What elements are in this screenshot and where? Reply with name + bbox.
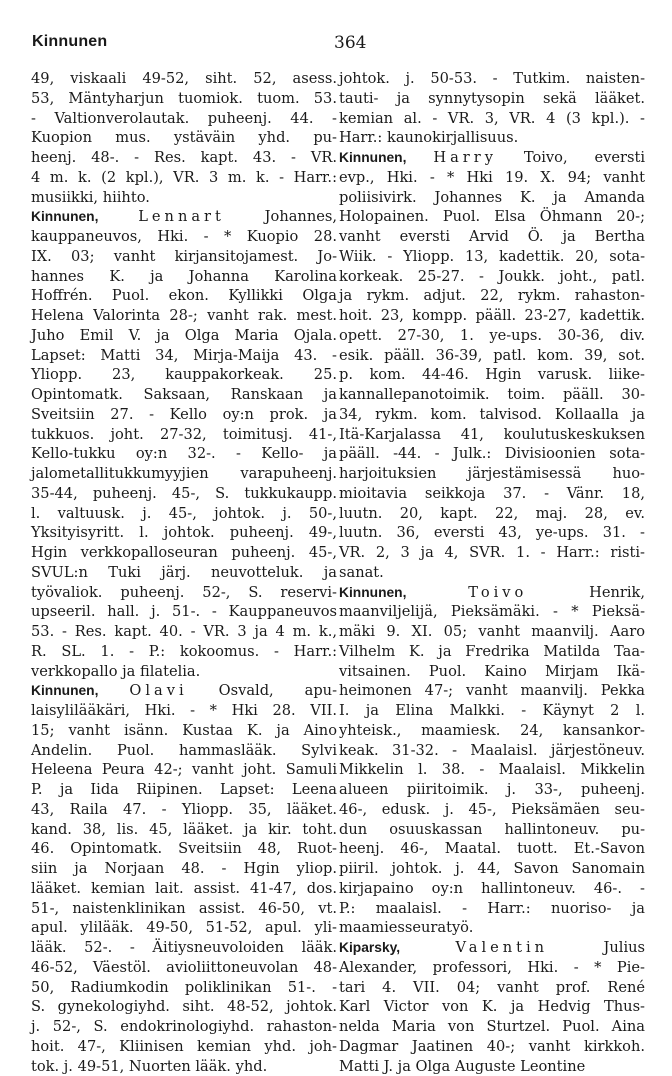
text-line: heenj. 48-. - Res. kapt. 43. - VR. — [31, 148, 337, 168]
text-line: tukkuos. joht. 27-32, toimitusj. 41-, — [31, 425, 337, 445]
entry-surname: Kiparsky, — [339, 940, 400, 955]
entry-given-name: Lennart — [138, 208, 225, 225]
right-column — [339, 69, 645, 1076]
text-line: alueen piiritoimik. j. 33-, puheenj. — [339, 780, 645, 800]
page-number: 364 — [334, 33, 366, 53]
text-line: Kinnunen, Lennart Johannes, — [31, 207, 337, 227]
text-line: luutn. 20, kapt. 22, maj. 28, ev. — [339, 504, 645, 524]
text-line: - Valtionverolautak. puheenj. 44. - — [31, 109, 337, 129]
text-line: Hgin verkkopalloseuran puheenj. 45-, — [31, 543, 337, 563]
text-line: laisylilääkäri, Hki. - * Hki 28. VII. — [31, 701, 337, 721]
text-line: 34, rykm. kom. talvisod. Kollaalla ja — [339, 405, 645, 425]
text-line: kauppaneuvos, Hki. - * Kuopio 28. — [31, 227, 337, 247]
text-line: 4 m. k. (2 kpl.), VR. 3 m. k. - Harr.: — [31, 168, 337, 188]
text-line: R. SL. 1. - P.: kokoomus. - Harr.: — [31, 642, 337, 662]
text-line: lääk. 52-. - Äitiysneuvoloiden lääk. — [31, 938, 337, 958]
text-line: l. valtuusk. j. 45-, johtok. j. 50-, — [31, 504, 337, 524]
text-line: kand. 38, lis. 45, lääket. ja kir. toht. — [31, 820, 337, 840]
text-line: keak. 31-32. - Maalaisl. järjestöneuv. — [339, 741, 645, 761]
text-line: P. ja Iida Riipinen. Lapset: Leena — [31, 780, 337, 800]
entry-surname: Kinnunen, — [339, 150, 406, 165]
text-line: Lapset: Matti 34, Mirja-Maija 43. - — [31, 346, 337, 366]
text-line: siin ja Norjaan 48. - Hgin yliop. — [31, 859, 337, 879]
text-line: 53. - Res. kapt. 40. - VR. 3 ja 4 m. k., — [31, 622, 337, 642]
entry-given-name: Harry — [433, 149, 497, 166]
text-line: Mikkelin l. 38. - Maalaisl. Mikkelin — [339, 760, 645, 780]
text-line: Kiparsky, Valentin Julius — [339, 938, 645, 958]
running-head: Kinnunen — [32, 33, 107, 51]
text-line: Andelin. Puol. hammaslääk. Sylvi — [31, 741, 337, 761]
text-line: 51-, naistenklinikan assist. 46-50, vt. — [31, 899, 337, 919]
text-line: Itä-Karjalassa 41, koulutuskeskuksen — [339, 425, 645, 445]
text-line: Wiik. - Yliopp. 13, kadettik. 20, sota- — [339, 247, 645, 267]
text-line: tari 4. VII. 04; vanht prof. René — [339, 978, 645, 998]
text-line: kirjapaino oy:n hallintoneuv. 46-. - — [339, 879, 645, 899]
entry-surname: Kinnunen, — [31, 209, 98, 224]
text-line: maanviljelijä, Pieksämäki. - * Pieksä- — [339, 602, 645, 622]
text-line: Alexander, professori, Hki. - * Pie- — [339, 958, 645, 978]
text-line: lääket. kemian lait. assist. 41-47, dos. — [31, 879, 337, 899]
text-line: Dagmar Jaatinen 40-; vanht kirkkoh. — [339, 1037, 645, 1057]
text-line: musiikki, hiihto. — [31, 188, 337, 208]
text-line: Heleena Peura 42-; vanht joht. Samuli — [31, 760, 337, 780]
text-line: j. 52-, S. endokrinologiyhd. rahaston- — [31, 1017, 337, 1037]
text-line: Kinnunen, Harry Toivo, eversti — [339, 148, 645, 168]
text-line: hannes K. ja Johanna Karolina — [31, 267, 337, 287]
text-line: 46. Opintomatk. Sveitsiin 48, Ruot- — [31, 839, 337, 859]
text-line: 46-, edusk. j. 45-, Pieksämäen seu- — [339, 800, 645, 820]
text-line: tauti- ja synnytysopin sekä lääket. — [339, 89, 645, 109]
text-line: piiril. johtok. j. 44, Savon Sanomain — [339, 859, 645, 879]
text-line: heenj. 46-, Maatal. tuott. Et.-Savon — [339, 839, 645, 859]
text-line: I. ja Elina Malkki. - Käynyt 2 l. — [339, 701, 645, 721]
text-line: 50, Radiumkodin poliklinikan 51-. - — [31, 978, 337, 998]
text-line: 46-52, Väestöl. avioliittoneuvolan 48- — [31, 958, 337, 978]
text-line: P.: maalaisl. - Harr.: nuoriso- ja — [339, 899, 645, 919]
text-line: S. gynekologiyhd. siht. 48-52, johtok. — [31, 997, 337, 1017]
text-line: evp., Hki. - * Hki 19. X. 94; vanht — [339, 168, 645, 188]
entry-surname: Kinnunen, — [339, 585, 406, 600]
text-line: Yliopp. 23, kauppakorkeak. 25. — [31, 365, 337, 385]
text-line: 49, viskaali 49-52, siht. 52, asess. — [31, 69, 337, 89]
text-line: sanat. — [339, 563, 645, 583]
text-line: Opintomatk. Saksaan, Ranskaan ja — [31, 385, 337, 405]
text-line: SVUL:n Tuki järj. neuvotteluk. ja — [31, 563, 337, 583]
text-line: esik. pääll. 36-39, patl. kom. 39, sot. — [339, 346, 645, 366]
text-line: Yksityisyritt. l. johtok. puheenj. 49-, — [31, 523, 337, 543]
text-line: kannallepanotoimik. toim. pääll. 30- — [339, 385, 645, 405]
text-line: tok. j. 49-51, Nuorten lääk. yhd. — [31, 1057, 337, 1076]
text-line: vitsainen. Puol. Kaino Mirjam Ikä- — [339, 662, 645, 682]
text-line: upseeril. hall. j. 51-. - Kauppaneuvos — [31, 602, 337, 622]
text-line: poliisivirk. Johannes K. ja Amanda — [339, 188, 645, 208]
text-line: Matti J. ja Olga Auguste Leontine — [339, 1057, 645, 1076]
text-line: Kinnunen, Toivo Henrik, — [339, 583, 645, 603]
text-line: Kello-tukku oy:n 32-. - Kello- ja — [31, 444, 337, 464]
text-line: vanht eversti Arvid Ö. ja Bertha — [339, 227, 645, 247]
text-line: ja rykm. adjut. 22, rykm. rahaston- — [339, 286, 645, 306]
text-line: nelda Maria von Sturtzel. Puol. Aina — [339, 1017, 645, 1037]
entry-given-name: Valentin — [456, 939, 549, 956]
text-line: kemian al. - VR. 3, VR. 4 (3 kpl.). - — [339, 109, 645, 129]
text-line: Harr.: kaunokirjallisuus. — [339, 128, 645, 148]
text-line: Vilhelm K. ja Fredrika Matilda Taa- — [339, 642, 645, 662]
text-line: IX. 03; vanht kirjansitojamest. Jo- — [31, 247, 337, 267]
text-line: 43, Raila 47. - Yliopp. 35, lääket. — [31, 800, 337, 820]
text-line: 35-44, puheenj. 45-, S. tukkukaupp. — [31, 484, 337, 504]
text-line: luutn. 36, eversti 43, ye-ups. 31. - — [339, 523, 645, 543]
text-line: mäki 9. XI. 05; vanht maanvilj. Aaro — [339, 622, 645, 642]
text-line: työvaliok. puheenj. 52-, S. reservi- — [31, 583, 337, 603]
text-line: mioitavia seikkoja 37. - Vänr. 18, — [339, 484, 645, 504]
text-line: maamiesseuratyö. — [339, 918, 645, 938]
text-line: hoit. 23, kompp. pääll. 23-27, kadettik. — [339, 306, 645, 326]
text-line: pääll. -44. - Julk.: Divisioonien sota- — [339, 444, 645, 464]
text-line: Karl Victor von K. ja Hedvig Thus- — [339, 997, 645, 1017]
text-line: jalometallitukkumyyjien varapuheenj. — [31, 464, 337, 484]
text-line: opett. 27-30, 1. ye-ups. 30-36, div. — [339, 326, 645, 346]
text-line: p. kom. 44-46. Hgin varusk. liike- — [339, 365, 645, 385]
text-line: johtok. j. 50-53. - Tutkim. naisten- — [339, 69, 645, 89]
text-line: 53, Mäntyharjun tuomiok. tuom. 53. — [31, 89, 337, 109]
text-line: korkeak. 25-27. - Joukk. joht., patl. — [339, 267, 645, 287]
text-line: 15; vanht isänn. Kustaa K. ja Aino — [31, 721, 337, 741]
text-line: Kuopion mus. ystäväin yhd. pu- — [31, 128, 337, 148]
entry-given-name: Olavi — [129, 682, 187, 699]
text-line: VR. 2, 3 ja 4, SVR. 1. - Harr.: risti- — [339, 543, 645, 563]
text-line: dun osuuskassan hallintoneuv. pu- — [339, 820, 645, 840]
text-line: hoit. 47-, Kliinisen kemian yhd. joh- — [31, 1037, 337, 1057]
text-line: apul. ylilääk. 49-50, 51-52, apul. yli- — [31, 918, 337, 938]
text-line: Hoffrén. Puol. ekon. Kyllikki Olga — [31, 286, 337, 306]
entry-surname: Kinnunen, — [31, 683, 98, 698]
text-line: harjoituksien järjestämisessä huo- — [339, 464, 645, 484]
text-line: Helena Valorinta 28-; vanht rak. mest. — [31, 306, 337, 326]
text-line: heimonen 47-; vanht maanvilj. Pekka — [339, 681, 645, 701]
text-line: Holopainen. Puol. Elsa Öhmann 20-; — [339, 207, 645, 227]
entry-given-name: Toivo — [468, 584, 527, 601]
text-line: verkkopallo ja filatelia. — [31, 662, 337, 682]
text-line: yhteisk., maamiesk. 24, kansankor- — [339, 721, 645, 741]
text-line: Kinnunen, Olavi Osvald, apu- — [31, 681, 337, 701]
text-line: Juho Emil V. ja Olga Maria Ojala. — [31, 326, 337, 346]
text-line: Sveitsiin 27. - Kello oy:n prok. ja — [31, 405, 337, 425]
page-header — [32, 33, 648, 57]
left-column — [31, 69, 337, 1076]
